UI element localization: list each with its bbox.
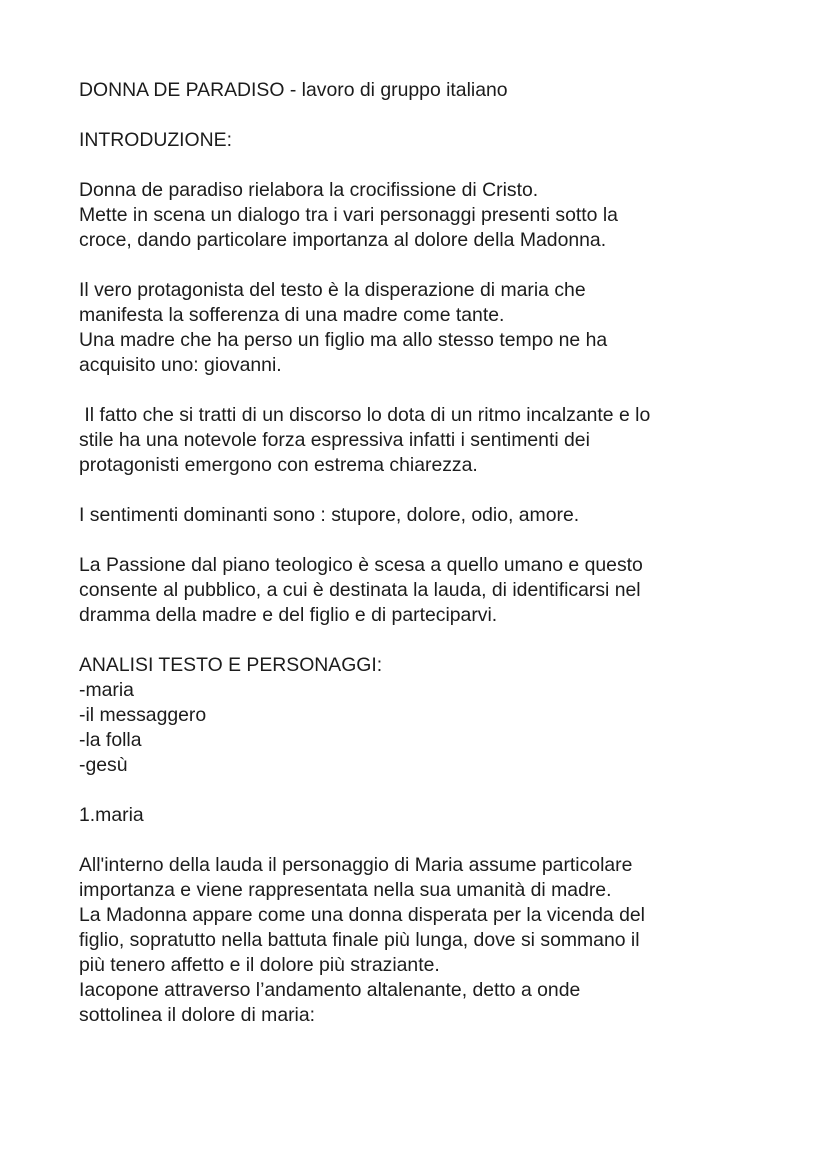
section1-paragraph [79,853,779,1028]
text-line: Mette in scena un dialogo tra i vari personaggi presenti sotto la [79,204,618,226]
text-line: stile ha una notevole forza espressiva infatti i sentimenti dei [79,429,590,451]
text-line: acquisito uno: giovanni. [79,354,282,376]
list-item: -il messaggero [79,704,207,726]
text-line: Il vero protagonista del testo è la disperazione di maria che [79,279,586,301]
document-body [79,78,779,1053]
text-line: La Madonna appare come una donna disperata per la vicenda del [79,904,645,926]
text-line: consente al pubblico, a cui è destinata la lauda, di identificarsi nel [79,579,641,601]
text-line: Donna de paradiso rielabora la crocifissione di Cristo. [79,179,539,201]
text-line: I sentimenti dominanti sono : stupore, dolore, odio, amore. [79,504,580,526]
text-line: Iacopone attraverso l’andamento altalenante, detto a onde [79,979,581,1001]
text-line: protagonisti emergono con estrema chiarezza. [79,454,478,476]
intro-paragraph-1 [79,178,779,253]
text-line: sottolinea il dolore di maria: [79,1004,316,1026]
characters-section [79,653,779,778]
list-item: -gesù [79,754,128,776]
text-line: manifesta la sofferenza di una madre come tante. [79,304,505,326]
text-line: più tenero affetto e il dolore più straziante. [79,954,440,976]
intro-paragraph-2 [79,278,779,378]
analysis-heading: ANALISI TESTO E PERSONAGGI: [79,654,383,676]
text-line: Una madre che ha perso un figlio ma allo stesso tempo ne ha [79,329,608,351]
intro-paragraph-4 [79,503,779,528]
intro-paragraph-5 [79,553,779,628]
text-line: figlio, sopratutto nella battuta finale più lunga, dove si sommano il [79,929,640,951]
list-item: -la folla [79,729,142,751]
text-line: Il fatto che si tratti di un discorso lo dota di un ritmo incalzante e lo [79,404,651,426]
text-line: croce, dando particolare importanza al dolore della Madonna. [79,229,607,251]
section1-heading: 1.maria [79,804,144,826]
text-line: dramma della madre e del figlio e di parteciparvi. [79,604,498,626]
intro-heading: INTRODUZIONE: [79,129,232,151]
text-line: All'interno della lauda il personaggio di Maria assume particolare [79,854,633,876]
text-line: La Passione dal piano teologico è scesa a quello umano e questo [79,554,643,576]
document-title: DONNA DE PARADISO - lavoro di gruppo italiano [79,79,508,101]
intro-paragraph-3 [79,403,779,478]
list-item: -maria [79,679,134,701]
text-line: importanza e viene rappresentata nella sua umanità di madre. [79,879,612,901]
